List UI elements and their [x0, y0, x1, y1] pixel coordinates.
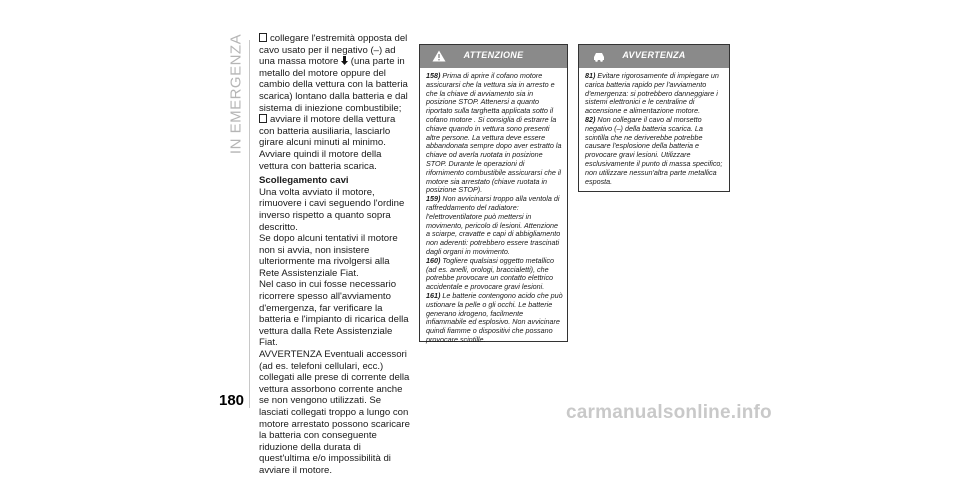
- section-tab: [225, 33, 247, 155]
- paragraph: Una volta avviato il motore, rimuovere i cavi seguendo l'ordine inverso rispetto a quanto sopra descritto.: [259, 186, 405, 233]
- section-tab-label: IN EMERGENZA: [227, 33, 245, 155]
- attenzione-body: [420, 68, 567, 350]
- attenzione-header: [420, 45, 567, 68]
- avvertenza-title: AVVERTENZA: [622, 50, 686, 60]
- warning-item: 159) Non avvicinarsi troppo alla ventola di raffreddamento del radiatore: l'elettroventilatore può mettersi in movimento, pericolo di lesioni. Attenzione a sciarpe, cravatte e capi di abbigliamento non aderenti: potrebbero essere trascinati dagli organi in movimento.: [426, 194, 561, 256]
- ground-arrow-icon: [341, 56, 348, 65]
- main-text-column: [259, 33, 410, 477]
- watermark: carmanualsonline.info: [566, 402, 772, 423]
- warning-item: 82) Non collegare il cavo al morsetto negativo (–) della batteria scarica. La scintilla che ne deriverebbe potrebbe causare l'esplosione della batteria e provocare gravi lesioni. Utilizzare esclusivamente il punto di massa specifico; non utilizzare nessun'altra parte metallica esposta.: [585, 114, 723, 186]
- bullet-item: avviare il motore della vettura con batteria ausiliaria, lasciarlo girare alcuni minuti al minimo. Avviare quindi il motore della vettura con batteria scarica.: [259, 114, 396, 172]
- avvertenza-box: [578, 44, 730, 192]
- warning-item: 158) Prima di aprire il cofano motore assicurarsi che la vettura sia in arresto e che la chiave di avviamento sia in posizione STOP. Attenersi a quanto riportato sulla targhetta applicata sotto il cofano motore . Si consiglia di estrarre la chiave quando in vettura sono presenti altre persone. La vettura deve essere abbandonata sempre dopo aver estratto la chiave od averla ruotata in posizione STOP. Durante le operazioni di rifornimento combustibile assicurarsi che il motore sia arrestato (chiave ruotata in posizione STOP).: [426, 71, 562, 195]
- avvertenza-body: [579, 68, 729, 191]
- attenzione-title: ATTENZIONE: [463, 50, 524, 60]
- paragraph: Nel caso in cui fosse necessario ricorrere spesso all'avviamento d'emergenza, far verificare la batteria e l'impianto di ricarica della vettura dalla Rete Assistenziale Fiat.: [259, 279, 409, 349]
- warning-item: 161) Le batterie contengono acido che può ustionare la pelle o gli occhi. Le batterie generano idrogeno, facilmente infiammabile ed esplosivo. Non avvicinare quindi fiamme o dispositivi che possano provocare scintille.: [426, 290, 563, 344]
- avvertenza-header: [579, 45, 729, 68]
- warning-item: 160) Togliere qualsiasi oggetto metallico (ad es. anelli, orologi, braccialetti), che potrebbe provocare un contatto elettrico accidentale e provocare gravi lesioni.: [426, 255, 554, 292]
- paragraph: Se dopo alcuni tentativi il motore non si avvia, non insistere ulteriormente ma rivolgersi alla Rete Assistenziale Fiat.: [259, 233, 398, 279]
- section-heading: Scollegamento cavi: [259, 175, 349, 187]
- warning-item: 81) Evitare rigorosamente di impiegare un carica batteria rapido per l'avviamento d'emergenza: si potrebbero danneggiare i sistemi elettronici e le centraline di accensione e alimentazione motore.: [585, 71, 719, 116]
- attenzione-box: [419, 44, 568, 342]
- bullet-item: collegare l'estremità opposta del cavo usato per il negativo (–) ad una massa motore (una parte in metallo del motore oppure del cambio della vettura con la batteria scarica) lontano dalla batteria e dal sistema di iniezione combustibile;: [259, 33, 408, 114]
- margin-divider: [249, 40, 250, 408]
- checkbox-bullet-icon: [259, 114, 267, 123]
- page-number: 180: [219, 392, 245, 409]
- checkbox-bullet-icon: [259, 33, 267, 42]
- paragraph: AVVERTENZA Eventuali accessori (ad es. telefoni cellulari, ecc.) collegati alle prese di corrente della vettura assorbono corrente anche se non vengono utilizzati. Se lasciati collegati troppo a lungo con motore arrestato possono scaricare la batteria con conseguente riduzione della durata di quest'ultima e/o impossibilità di avviare il motore.: [259, 349, 410, 476]
